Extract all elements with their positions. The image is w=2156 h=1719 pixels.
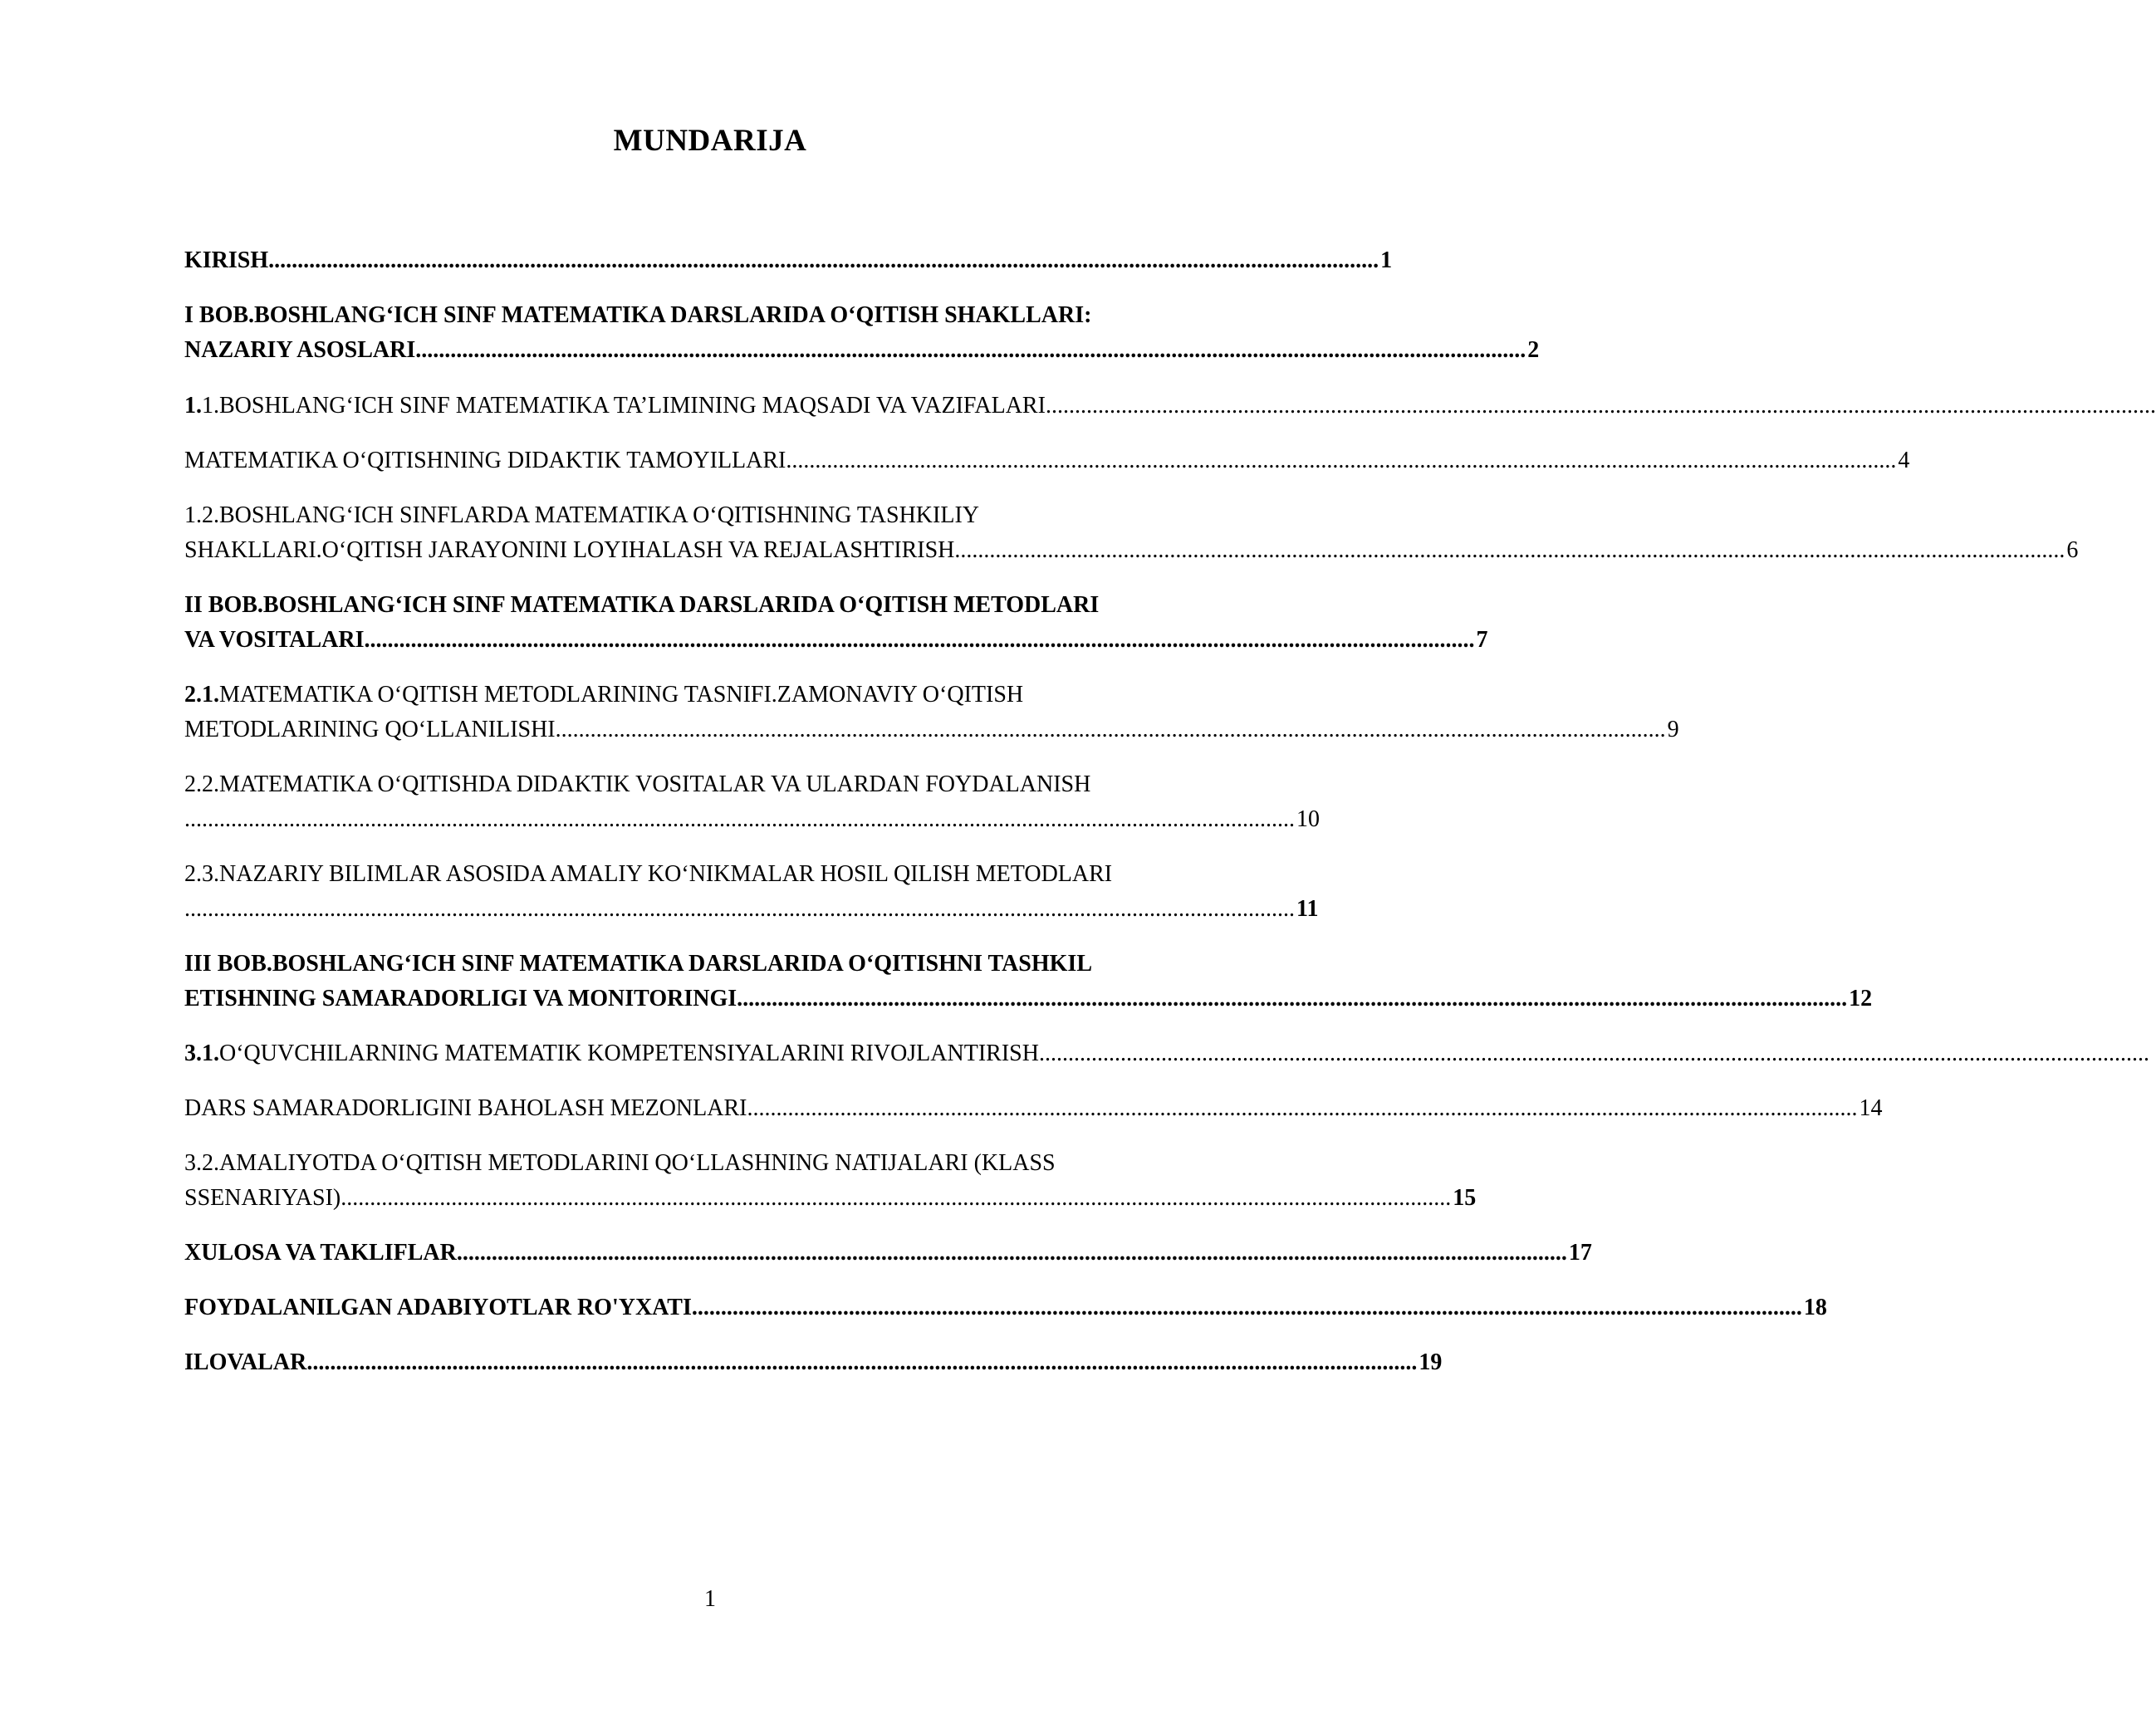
toc-entry-title: KIRISH — [184, 247, 269, 273]
dot-leader: ............................................................................................................................................................................................... — [747, 1095, 1858, 1121]
dot-leader: ............................................................................................................................................................................................... — [954, 537, 2065, 563]
toc-entry-title: NAZARIY ASOSLARI — [184, 337, 416, 363]
dot-leader: ............................................................................................................................................................................................... — [306, 1349, 1418, 1375]
toc-entry-title-line1: 1.2.BOSHLANG‘ICH SINFLARDA MATEMATIKA O‘QITISHNING TASHKILIY — [184, 502, 980, 528]
toc-entry-section-1-2[interactable] — [184, 498, 2079, 568]
dot-leader: ............................................................................................................................................................................................... — [786, 448, 1897, 473]
toc-entry-title-line1: II BOB.BOSHLANG‘ICH SINF MATEMATIKA DARSLARIDA O‘QITISH METODLARI — [184, 592, 1100, 618]
toc-entry-title: MATEMATIKA O‘QITISHNING DIDAKTIK TAMOYILLARI — [184, 448, 786, 473]
dot-leader: ............................................................................................................................................................................................... — [341, 1185, 1452, 1211]
toc-entry-section-1-1[interactable] — [184, 389, 2156, 424]
toc-page-number: 15 — [1453, 1185, 1477, 1211]
toc-section-number: 3.1. — [184, 1041, 219, 1066]
dot-leader: ............................................................................................................................................................................................... — [1038, 1041, 2149, 1066]
toc-entry-title: DARS SAMARADORLIGINI BAHOLASH MEZONLARI — [184, 1095, 747, 1121]
toc-entry-title: ILOVALAR — [184, 1349, 307, 1375]
toc-entry-title: FOYDALANILGAN ADABIYOTLAR RO'YXATI — [184, 1295, 692, 1320]
toc-entry-section-2-3[interactable] — [184, 857, 1319, 927]
dot-leader: ............................................................................................................................................................................................... — [456, 1240, 1567, 1266]
toc-entry-title-line1: III BOB.BOSHLANG‘ICH SINF MATEMATIKA DARSLARIDA O‘QITISHNI TASHKIL — [184, 951, 1092, 977]
toc-entry-chapter-3[interactable] — [184, 947, 1873, 1016]
toc-page-number: 4 — [1898, 448, 1910, 473]
toc-section-number: 1. — [184, 393, 202, 419]
toc-page-number: 7 — [1476, 627, 1488, 653]
toc-page-number: 1 — [1380, 247, 1393, 273]
toc-entry-title: 1.BOSHLANG‘ICH SINF MATEMATIKA TA’LIMINING MAQSADI VA VAZIFALARI — [202, 393, 1046, 419]
page-title: MUNDARIJA — [613, 124, 807, 158]
toc-page-number: 19 — [1419, 1349, 1443, 1375]
toc-page-number: 12 — [1849, 986, 1873, 1011]
toc-entry-title: SHAKLLARI.O‘QITISH JARAYONINI LOYIHALASH VA REJALASHTIRISH — [184, 537, 955, 563]
toc-entry-adabiyotlar[interactable] — [184, 1290, 1827, 1325]
toc-entry-title-line1: 2.3.NAZARIY BILIMLAR ASOSIDA AMALIY KO‘NIKMALAR HOSIL QILISH METODLARI — [184, 861, 1113, 887]
toc-entry-title: ETISHNING SAMARADORLIGI VA MONITORINGI — [184, 986, 737, 1011]
dot-leader: ............................................................................................................................................................................................... — [737, 986, 1848, 1011]
dot-leader: ............................................................................................................................................................................................... — [364, 627, 1475, 653]
toc-page-number: 14 — [1859, 1095, 1883, 1121]
toc-entry-section-3-1[interactable] — [184, 1036, 2149, 1071]
toc-entry-title-line1: 2.2.MATEMATIKA O‘QITISHDA DIDAKTIK VOSITALAR VA ULARDAN FOYDALANISH — [184, 771, 1091, 797]
toc-entry-section-2-2[interactable] — [184, 767, 1320, 837]
toc-entry-title-line1: I BOB.BOSHLANG‘ICH SINF MATEMATIKA DARSLARIDA O‘QITISH SHAKLLARI: — [184, 302, 1092, 328]
toc-entry-baholash-mezonlari[interactable] — [184, 1091, 1883, 1126]
dot-leader: ............................................................................................................................................................................................... — [691, 1295, 1802, 1320]
toc-entry-title-line1: 3.2.AMALIYOTDA O‘QITISH METODLARINI QO‘LLASHNING NATIJALARI (KLASS — [184, 1150, 1056, 1176]
toc-page-number: 10 — [1296, 806, 1320, 832]
toc-page-number: 18 — [1803, 1295, 1827, 1320]
toc-entry-title: VA VOSITALARI — [184, 627, 365, 653]
dot-leader: ............................................................................................................................................................................................... — [1045, 393, 2156, 419]
toc-entry-section-2-1[interactable] — [184, 678, 1679, 747]
dot-leader: ............................................................................................................................................................................................... — [184, 896, 1295, 922]
toc-entry-title-line1: MATEMATIKA O‘QITISH METODLARINING TASNIFI.ZAMONAVIY O‘QITISH — [219, 682, 1024, 708]
toc-entry-title: XULOSA VA TAKLIFLAR — [184, 1240, 457, 1266]
toc-page-number: 6 — [2066, 537, 2079, 563]
toc-page-number: 2 — [1527, 337, 1540, 363]
dot-leader: ............................................................................................................................................................................................... — [555, 717, 1666, 742]
toc-entry-xulosa[interactable] — [184, 1236, 1592, 1271]
toc-entry-chapter-2[interactable] — [184, 588, 1488, 658]
toc-entry-title: SSENARIYASI) — [184, 1185, 341, 1211]
toc-entry-chapter-1[interactable] — [184, 298, 1540, 368]
dot-leader: ............................................................................................................................................................................................... — [184, 806, 1295, 832]
toc-entry-section-3-2[interactable] — [184, 1146, 1477, 1216]
toc-section-number: 2.1. — [184, 682, 219, 708]
toc-entry-didaktik-tamoyillar[interactable] — [184, 443, 1910, 478]
toc-entry-title: O‘QUVCHILARNING MATEMATIK KOMPETENSIYALARINI RIVOJLANTIRISH — [219, 1041, 1039, 1066]
footer-page-number: 1 — [704, 1586, 716, 1612]
toc-entry-kirish[interactable] — [184, 243, 1393, 278]
toc-page-number: 11 — [1296, 896, 1319, 922]
toc-entry-title: METODLARINING QO‘LLANILISHI — [184, 717, 556, 742]
toc-page-number: 9 — [1667, 717, 1679, 742]
dot-leader: ............................................................................................................................................................................................... — [268, 247, 1379, 273]
toc-entry-ilovalar[interactable] — [184, 1345, 1443, 1380]
toc-page-number: 17 — [1568, 1240, 1592, 1266]
dot-leader: ............................................................................................................................................................................................... — [415, 337, 1526, 363]
